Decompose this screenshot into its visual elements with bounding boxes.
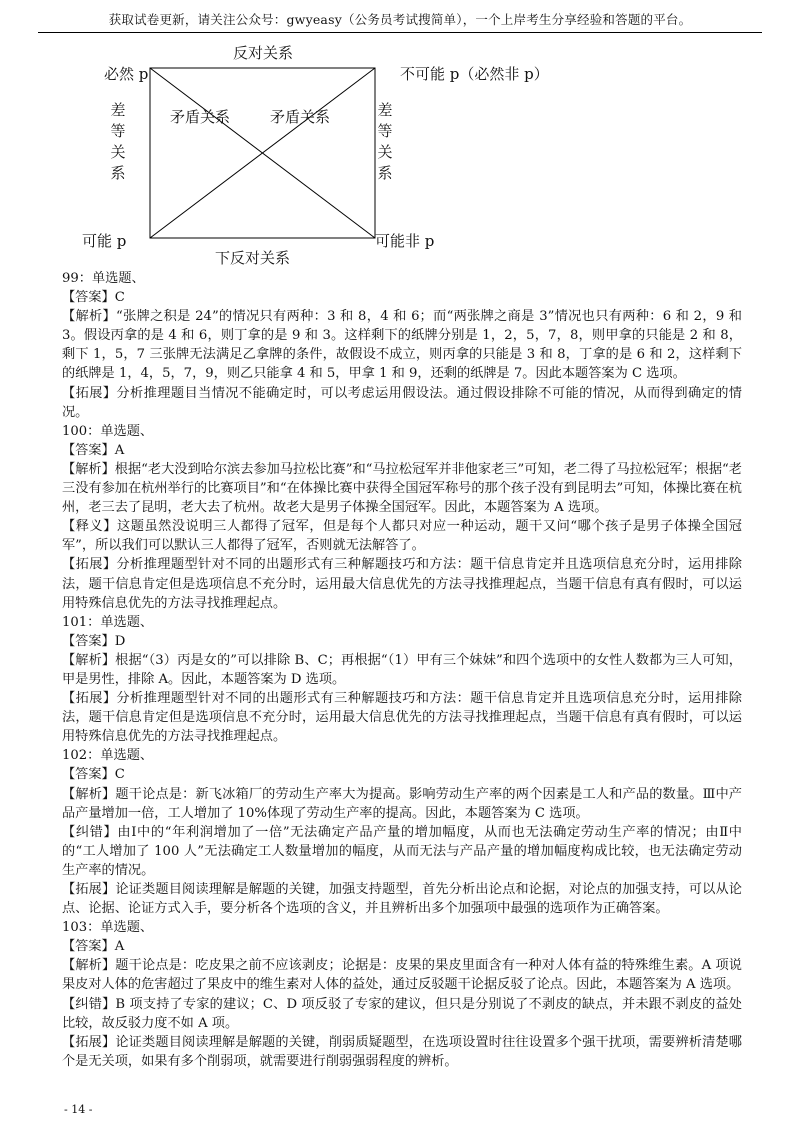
answer-line: 【答案】A [62, 939, 125, 955]
subaltern-left-label: 差等关系 [110, 101, 126, 182]
possible-not-p-label: 可能非 p [375, 232, 435, 250]
impossible-p-label: 不可能 p（必然非 p） [400, 65, 549, 83]
question-title: 99：单选题、 [62, 271, 145, 286]
page-number: - 14 - [64, 1103, 93, 1116]
possible-p-label: 可能 p [82, 232, 127, 250]
contrary-relation-label: 反对关系 [233, 44, 294, 62]
subaltern-right-label: 差等关系 [377, 101, 393, 182]
logic-square-diagram [0, 36, 800, 266]
answer-content [62, 269, 742, 1071]
question-title: 103：单选题、 [62, 920, 154, 936]
contradiction-right-label: 矛盾关系 [270, 108, 331, 126]
explanation-paragraph: 【释义】这题虽然没说明三人都得了冠军，但是每个人都只对应一种运动，题干又问“哪个孩子是男子体操全国冠军”，所以我们可以默认三人都得了冠军，否则就无法解答了。 [62, 519, 742, 554]
extension-paragraph: 【拓展】分析推理题型针对不同的出题形式有三种解题技巧和方法：题干信息肯定并且选项信息充分时，运用排除法，题干信息肯定但是选项信息不充分时，运用最大信息优先的方法寻找推理起点，当题干信息有真有假时，可以运用特殊信息优先的方法寻找推理起点。 [62, 557, 742, 611]
answer-line: 【答案】C [62, 767, 125, 783]
correction-paragraph: 【纠错】B 项支持了专家的建议；C、D 项反驳了专家的建议，但只是分别说了不剥皮的缺点，并未跟不剥皮的益处比较，故反驳力度不如 A 项。 [62, 996, 742, 1031]
necessary-p-label: 必然 p [104, 65, 149, 83]
analysis-paragraph: 【解析】根据“老大没到哈尔滨去参加马拉松比赛”和“马拉松冠军并非他家老三”可知，老二得了马拉松冠军；根据“老三没有参加在杭州举行的比赛项目”和“在体操比赛中获得全国冠军称号的那个孩子没有到昆明去”可知，体操比赛在杭州，老三去了昆明，老大去了杭州。故老大是男子体操全国冠军。因此，本题答案为 A 选项。 [62, 461, 742, 516]
question-block [62, 746, 742, 918]
question-block [62, 269, 742, 422]
header-rule [38, 32, 762, 33]
extension-paragraph: 【拓展】论证类题目阅读理解是解题的关键，加强支持题型，首先分析出论点和论据，对论点的加强支持，可以从论点、论据、论证方式入手，要分析各个选项的含义，并且辨析出多个加强项中最强的选项作为正确答案。 [62, 882, 742, 917]
contradiction-left-label: 矛盾关系 [170, 108, 231, 126]
extension-paragraph: 【拓展】分析推理题目当情况不能确定时，可以考虑运用假设法。通过假设排除不可能的情况，从而得到确定的情况。 [62, 385, 742, 420]
analysis-paragraph: 【解析】题干论点是：新飞冰箱厂的劳动生产率大为提高。影响劳动生产率的两个因素是工人和产品的数量。Ⅲ中产品产量增加一倍，工人增加了 10%体现了劳动生产率的提高。因此，本题答案为 C 选项。 [62, 786, 742, 821]
analysis-paragraph: 【解析】“张牌之积是 24”的情况只有两种：3 和 8，4 和 6；而“两张牌之商是 3”情况也只有两种：6 和 2，9 和 3。假设丙拿的是 4 和 6，则丁拿的是 9 和 3。这样剩下的纸牌分别是 1，2，5，7，8，则甲拿的只能是 2 和 8，剩下 1，5，7 三张牌无法满足乙拿牌的条件，故假设不成立，则丙拿的只能是 3 和 8，丁拿的是 6 和 2，这样剩下的纸牌是 1，4，5，7，9，则乙只能拿 4 和 5，甲拿 1 和 9，还剩的纸牌是 7。因此本题答案为 C 选项。 [62, 309, 742, 382]
question-title: 102：单选题、 [62, 748, 154, 764]
question-title: 101：单选题、 [62, 614, 154, 630]
correction-paragraph: 【纠错】由Ⅰ中的“年利润增加了一倍”无法确定产品产量的增加幅度，从而也无法确定劳动生产率的情况；由Ⅱ中的“工人增加了 100 人”无法确定工人数量增加的幅度，从而无法与产品产量的增加幅度构成比较，也无法确定劳动生产率的情况。 [62, 824, 742, 878]
analysis-paragraph: 【解析】题干论点是：吃皮果之前不应该剥皮；论据是：皮果的果皮里面含有一种对人体有益的特殊维生素。A 项说果皮对人体的危害超过了果皮中的维生素对人体的益处，通过反驳题干论据反驳了论点。因此，本题答案为 A 选项。 [62, 958, 742, 993]
question-block [62, 918, 742, 1071]
answer-line: 【答案】D [62, 633, 126, 649]
extension-paragraph: 【拓展】论证类题目阅读理解是解题的关键，削弱质疑题型，在选项设置时往往设置多个强干扰项，需要辨析清楚哪个是无关项，如果有多个削弱项，就需要进行削弱强弱程度的辨析。 [62, 1034, 742, 1069]
analysis-paragraph: 【解析】根据“（3）丙是女的”可以排除 B、C；再根据“（1）甲有三个妹妹”和四个选项中的女性人数都为三人可知，甲是男性，排除 A。因此，本题答案为 D 选项。 [62, 652, 742, 687]
extension-paragraph: 【拓展】分析推理题型针对不同的出题形式有三种解题技巧和方法：题干信息肯定并且选项信息充分时，运用排除法，题干信息肯定但是选项信息不充分时，运用最大信息优先的方法寻找推理起点，当题干信息有真有假时，可以运用特殊信息优先的方法寻找推理起点。 [62, 691, 742, 745]
answer-line: 【答案】A [62, 442, 125, 458]
question-block [62, 613, 742, 747]
page-header: 获取试卷更新，请关注公众号：gwyeasy（公务员考试搜简单），一个上岸考生分享经验和答题的平台。 [108, 12, 692, 27]
question-title: 100：单选题、 [62, 423, 154, 439]
answer-line: 【答案】C [62, 290, 125, 306]
question-block [62, 422, 742, 613]
subcontrary-relation-label: 下反对关系 [215, 249, 291, 267]
